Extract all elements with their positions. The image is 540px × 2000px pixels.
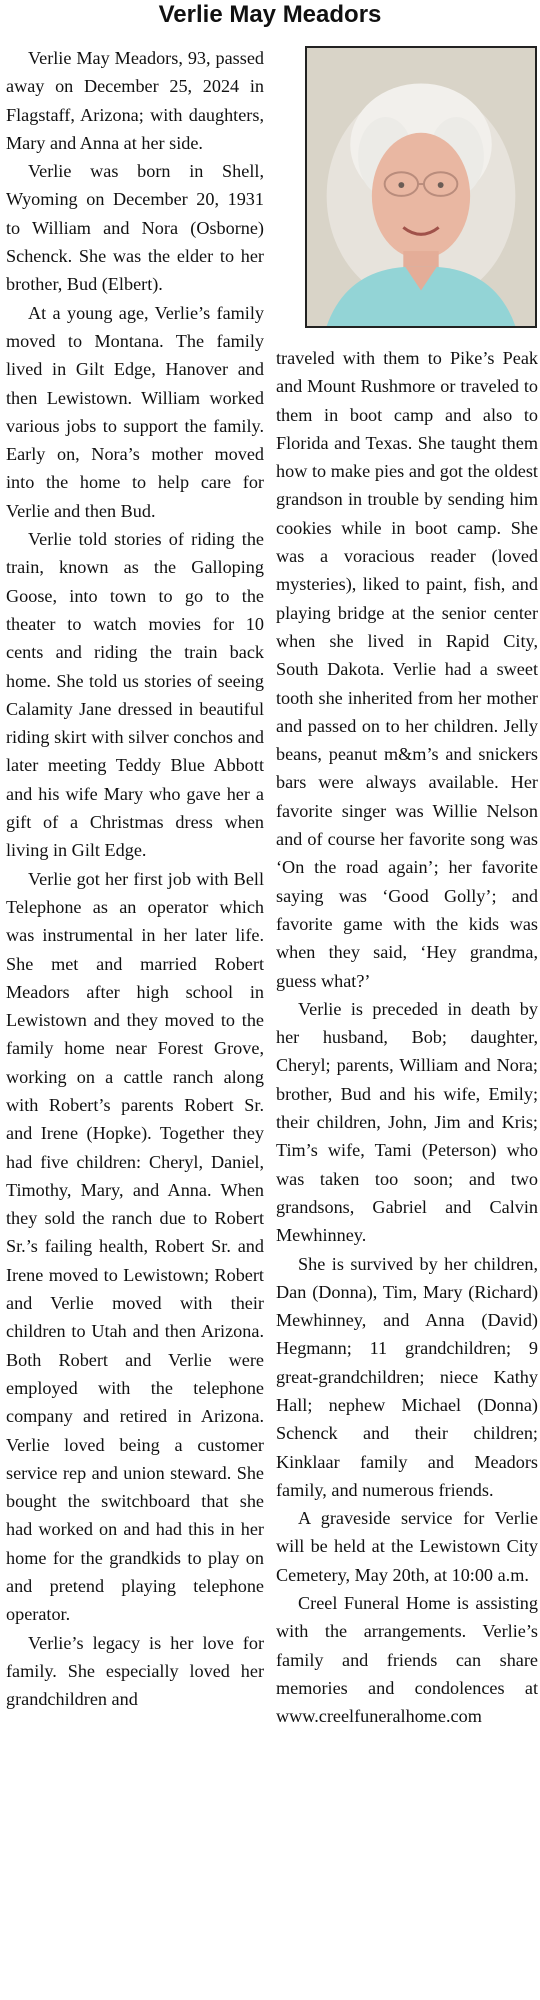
paragraph-funeral-home: Creel Funeral Home is assisting with the arrangements. Verlie’s family and friends can share memories and condolences at www.creelfuneralhome.com — [276, 1593, 538, 1727]
portrait-photo — [305, 46, 537, 328]
right-column — [276, 344, 538, 1994]
paragraph-birth: Verlie was born in Shell, Wyoming on December 20, 1931 to William and Nora (Osborne) Schenck. She was the elder to her brother, Bud (Elbert). — [6, 161, 264, 295]
left-column — [6, 44, 264, 1994]
paragraph-stories: Verlie told stories of riding the train, known as the Galloping Goose, into town to go to the theater to watch movies for 10 cents and riding the train back home. She told us stories of seeing Calamity Jane dressed in beautiful riding skirt with silver conchos and later meeting Teddy Blue Abbott and his wife Mary who gave her a gift of a Christmas dress when living in Gilt Edge. — [6, 529, 264, 861]
paragraph-legacy-start: Verlie’s legacy is her love for family. She especially loved her grandchildren and — [6, 1632, 264, 1710]
paragraph-legacy-continued: traveled with them to Pike’s Peak and Mount Rushmore or traveled to them in boot camp and also to Florida and Texas. She taught them how to make pies and got the oldest grandson in trouble by sending him cookies while in boot camp. She was a voracious reader (loved mysteries), liked to paint, fish, and playing bridge at the senior center when she lived in Rapid City, South Dakota. Verlie had a sweet tooth she inherited from her mother and passed on to her children. Jelly beans, peanut m&m’s and snickers bars were always available. Her favorite singer was Willie Nelson and of course her favorite song was ‘On the road again’; her favorite saying was ‘Good Golly’; and favorite game with the kids was when they said, ‘Hey grandma, guess what?’ — [276, 348, 538, 991]
obituary-title: Verlie May Meadors — [158, 1, 382, 28]
paragraph-montana: At a young age, Verlie’s family moved to Montana. The family lived in Gilt Edge, Hanover and then Lewistown. William worked various jobs to support the family. Early on, Nora’s mother moved into the home to help care for Verlie and then Bud. — [6, 302, 264, 521]
paragraph-service: A graveside service for Verlie will be held at the Lewistown City Cemetery, May 20th, at 10:00 a.m. — [276, 1508, 538, 1585]
paragraph-survived: She is survived by her children, Dan (Donna), Tim, Mary (Richard) Mewhinney, and Anna (David) Hegmann; 11 grandchildren; 9 great-grandchildren; niece Kathy Hall; nephew Michael (Donna) Schenck and their children; Kinklaar family and Meadors family, and numerous friends. — [276, 1253, 538, 1500]
paragraph-preceded: Verlie is preceded in death by her husband, Bob; daughter, Cheryl; parents, William and Nora; brother, Bud and his wife, Emily; their children, John, Jim and Kris; Tim’s wife, Tami (Peterson) who was taken too soon; and two grandsons, Gabriel and Calvin Mewhinney. — [276, 998, 538, 1246]
paragraph-career: Verlie got her first job with Bell Telephone as an operator which was instrumental in her later life. She met and married Robert Meadors after high school in Lewistown and they moved to the family home near Forest Grove, working on a cattle ranch along with Robert’s parents Robert Sr. and Irene (Hopke). Together they had five children: Cheryl, Daniel, Timothy, Mary, and Anna. When they sold the ranch due to Robert Sr.’s failing health, Robert Sr. and Irene moved to Lewistown; Robert and Verlie moved with their children to Utah and then Arizona. Both Robert and Verlie were employed with the telephone company and retired in Arizona. Verlie loved being a customer service rep and union steward. She bought the switchboard that she had worked on and had this in her home for the grandkids to play on and pretend playing telephone operator. — [6, 868, 264, 1625]
paragraph-death-notice: Verlie May Meadors, 93, passed away on December 25, 2024 in Flagstaff, Arizona; with daughters, Mary and Anna at her side. — [6, 48, 264, 153]
